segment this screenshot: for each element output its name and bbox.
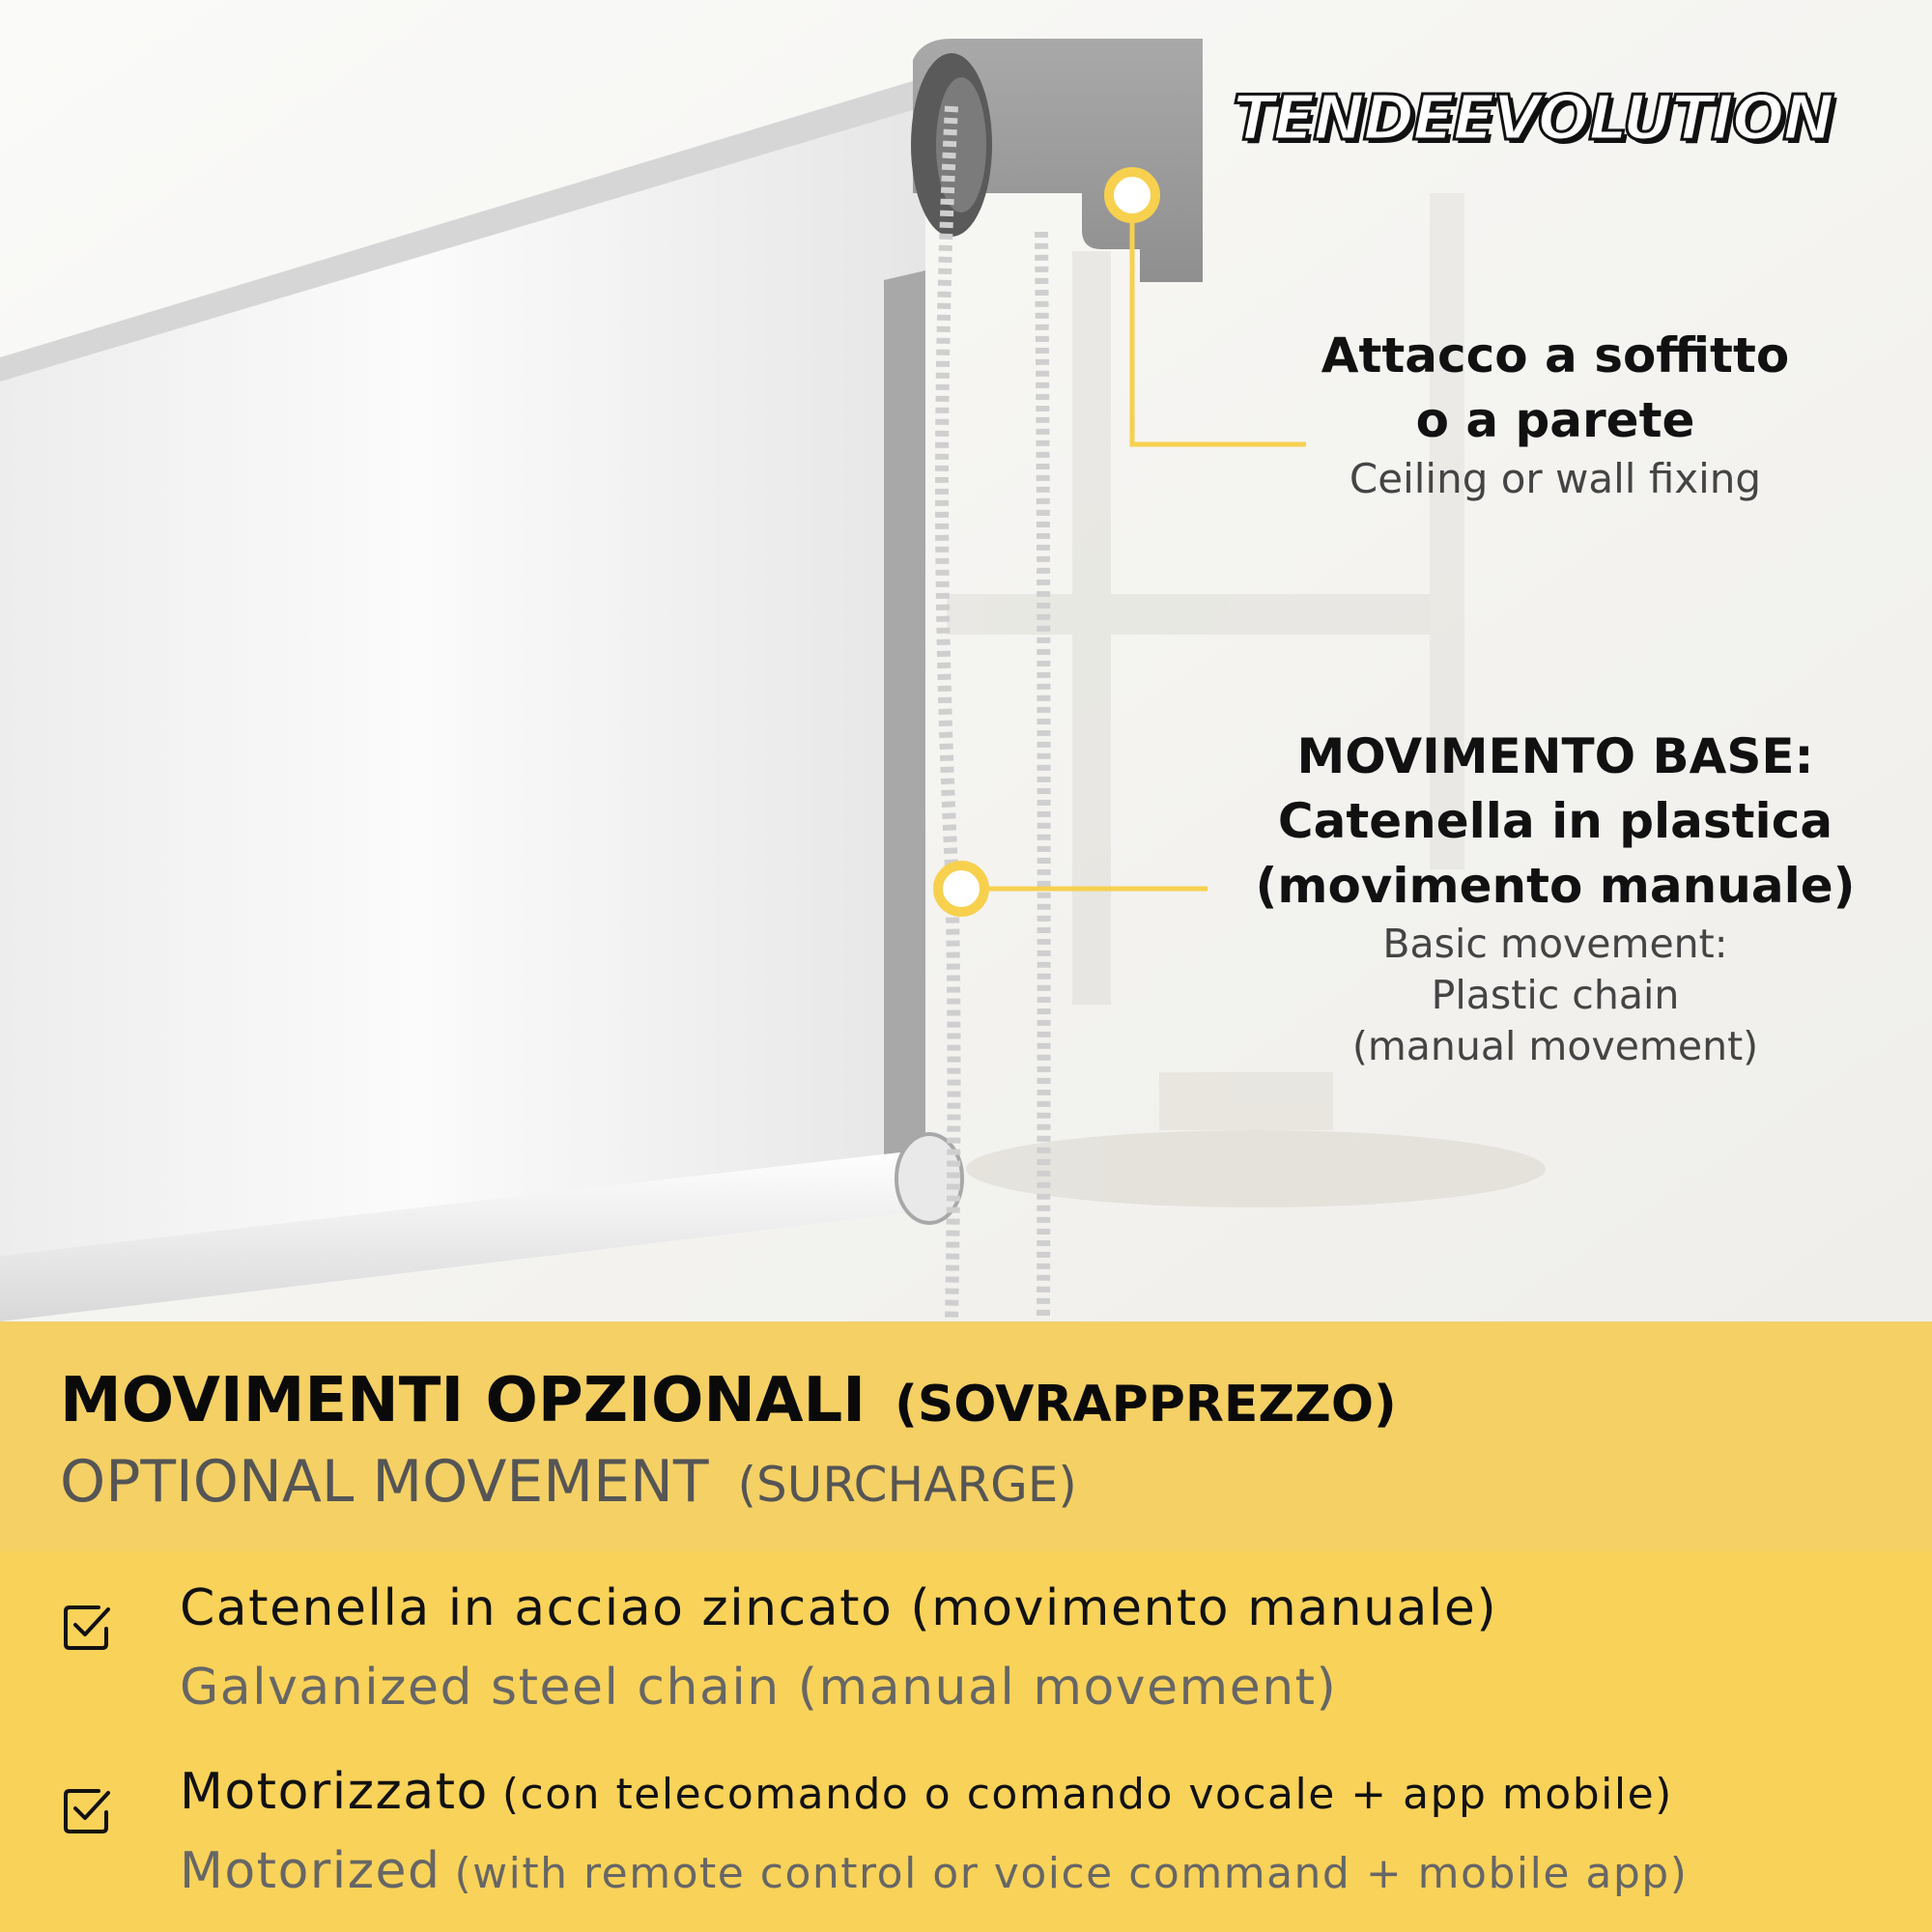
checkbox-checked-icon bbox=[60, 1783, 114, 1837]
section-title-suffix: (SOVRAPPREZZO) bbox=[895, 1376, 1397, 1434]
checkbox-checked-icon bbox=[60, 1600, 114, 1654]
option-label bbox=[180, 1569, 1497, 1648]
option-translation-suffix: (with remote control or voice command + mobile app) bbox=[454, 1849, 1689, 1898]
callout-movement bbox=[1217, 724, 1893, 1072]
callout-subtitle-line: (manual movement) bbox=[1351, 1023, 1759, 1069]
callout-subtitle-line: Basic movement: bbox=[1382, 921, 1728, 967]
callout-subtitle-line: Ceiling or wall fixing bbox=[1349, 455, 1762, 502]
option-label-suffix: (con telecomando o comando vocale + app mobile) bbox=[501, 1770, 1673, 1819]
option-translation bbox=[180, 1832, 1688, 1914]
brand-logo: TENDEEVOLUTION bbox=[1233, 83, 1833, 155]
option-label-text: Catenella in acciao zincato (movimento manuale) bbox=[180, 1579, 1498, 1637]
callout-subtitle-line: Plastic chain bbox=[1431, 972, 1680, 1018]
callout-title-line: (movimento manuale) bbox=[1255, 858, 1856, 914]
callout-title-line: Attacco a soffitto bbox=[1321, 327, 1790, 384]
section-title-text: MOVIMENTI OPZIONALI bbox=[60, 1365, 867, 1436]
callout-title-line: Catenella in plastica bbox=[1277, 793, 1833, 849]
option-translation-text: Galvanized steel chain (manual movement) bbox=[180, 1659, 1338, 1717]
optional-movements-panel bbox=[0, 1321, 1932, 1932]
callout-fixing bbox=[1285, 324, 1826, 504]
option-label bbox=[180, 1752, 1673, 1834]
section-subtitle-suffix: (SURCHARGE) bbox=[737, 1457, 1077, 1513]
panel-header bbox=[0, 1321, 1932, 1551]
option-translation-text: Motorized bbox=[180, 1842, 441, 1900]
option-translation bbox=[180, 1648, 1337, 1727]
callout-title-line: o a parete bbox=[1415, 392, 1695, 448]
callout-title-line: MOVIMENTO BASE: bbox=[1296, 728, 1814, 784]
section-title bbox=[60, 1362, 1397, 1443]
option-label-text: Motorizzato bbox=[180, 1763, 489, 1821]
section-subtitle bbox=[60, 1445, 1077, 1521]
section-subtitle-text: OPTIONAL MOVEMENT bbox=[60, 1448, 709, 1516]
